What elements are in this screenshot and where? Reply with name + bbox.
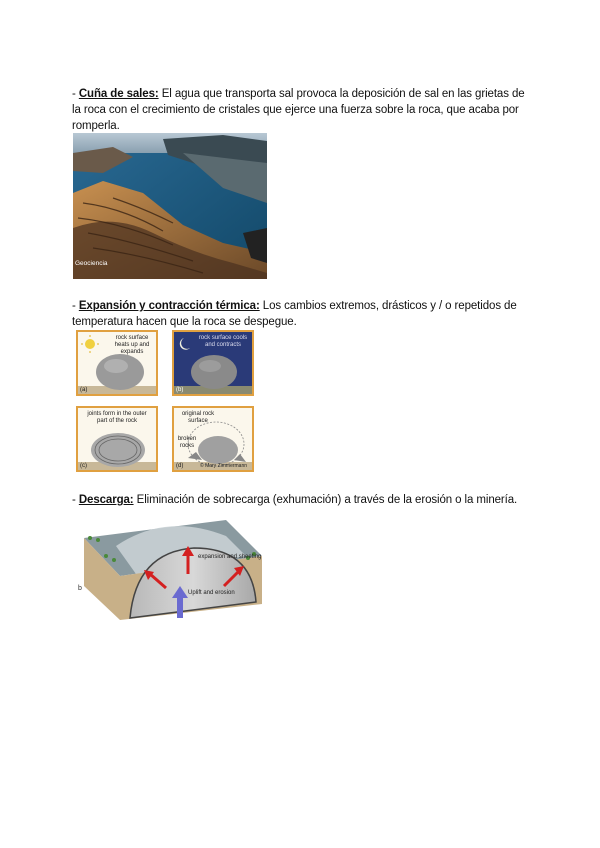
photo-caption: Geociencia <box>75 260 108 267</box>
unloading-text: Eliminación de sobrecarga (exhumación) a través de la erosión o la minería. <box>133 494 518 506</box>
salt-wedging-text: El agua que transporta sal provoca la deposición de sal en las grietas de la roca con el crecimiento de cristales que ejerce una fuerza sobre la roca, que acaba por romperla. <box>72 88 525 132</box>
expansion-label: expansion and sheeting <box>198 554 262 560</box>
panel-c <box>76 406 158 472</box>
unloading-term: Descarga: <box>78 494 134 506</box>
panel-c-label: joints form in the outer part of the rock <box>87 411 147 424</box>
panel-b <box>172 330 254 396</box>
panel-c-letter: (c) <box>80 463 87 469</box>
panel-b-label: rock surface cools and contracts <box>198 335 248 348</box>
thermal-paragraph: - Expansión y contracción térmica: Los cambios extremos, drásticos y / o repetidos de temperatura hacen que la roca se despegue. <box>72 300 517 328</box>
salt-wedging-term: Cuña de sales: <box>78 88 159 100</box>
panel-a-label: rock surface heats up and expands <box>114 335 150 355</box>
thermal-diagram <box>76 330 258 472</box>
thermal-text: Los cambios extremos, drásticos y / o repetidos de temperatura hacen que la roca se despegue. <box>72 300 517 328</box>
salt-wedging-paragraph: - Cuña de sales: El agua que transporta sal provoca la deposición de sal en las grietas de la roca con el crecimiento de cristales que ejerce una fuerza sobre la roca, que acaba por romperla. <box>72 88 525 132</box>
coastal-rock-photo <box>73 133 267 279</box>
panel-d <box>172 406 254 472</box>
panel-d-label: original rock surface <box>181 411 215 424</box>
diagram-letter: b <box>78 585 82 592</box>
panel-d-letter: (d) <box>176 463 184 469</box>
panel-b-letter: (b) <box>176 387 184 393</box>
panel-a <box>76 330 158 396</box>
panel-d-label2: broken rocks <box>177 436 197 449</box>
unloading-diagram <box>76 516 266 620</box>
uplift-label: Uplift and erosion <box>188 590 235 596</box>
panel-a-letter: (a) <box>80 387 88 393</box>
thermal-term: Expansión y contracción térmica: <box>78 300 260 312</box>
panel-d-credit: © Mary Zimmermann <box>200 463 248 469</box>
unloading-paragraph: - Descarga: Eliminación de sobrecarga (exhumación) a través de la erosión o la minería. <box>72 494 518 506</box>
